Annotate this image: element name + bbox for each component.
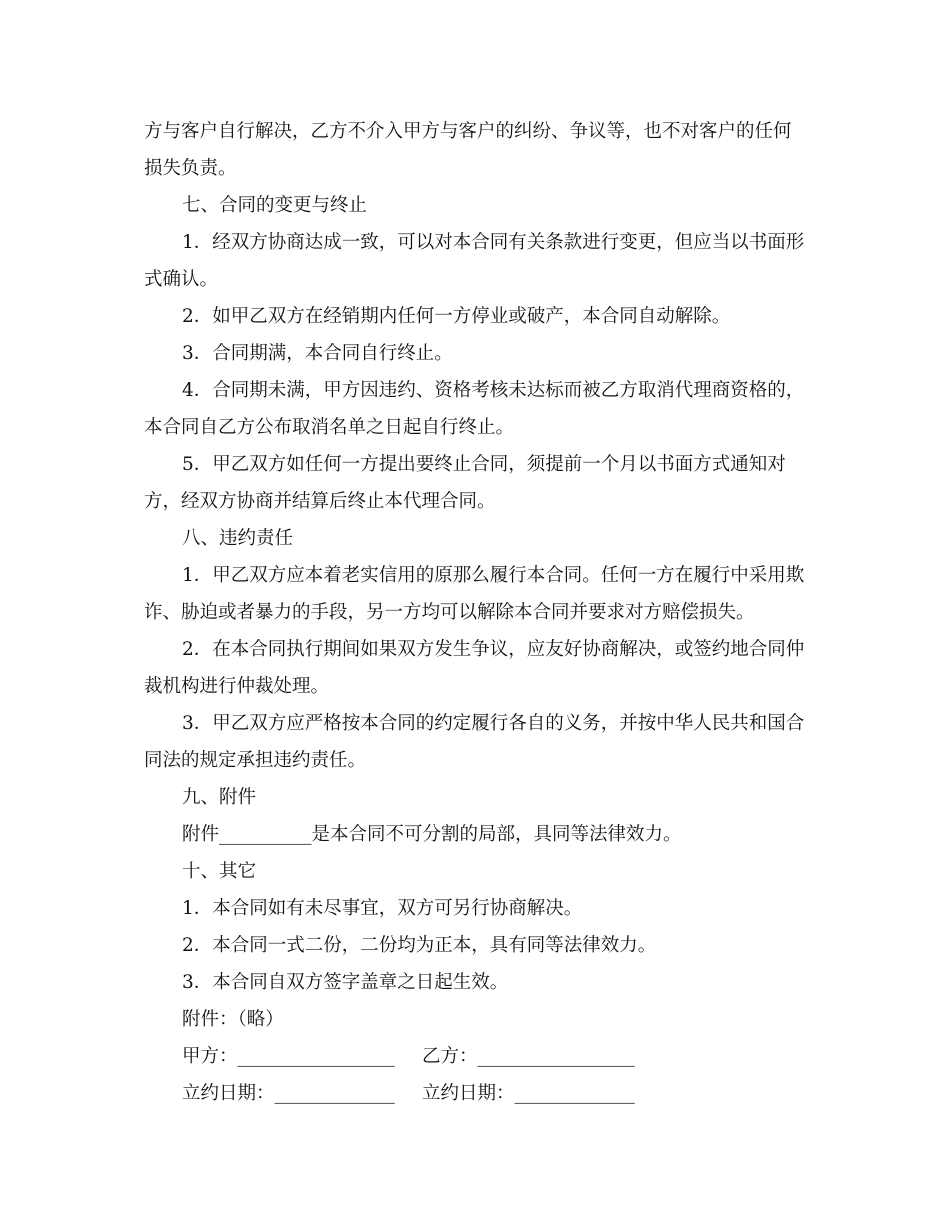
text-line: 2．本合同一式二份，二份均为正本，具有同等法律效力。 bbox=[182, 935, 657, 956]
text-line: 3．甲乙双方应严格按本合同的约定履行各自的义务，并按中华人民共和国合 bbox=[182, 713, 805, 734]
text-line: 诈、胁迫或者暴力的手段，另一方均可以解除本合同并要求对方赔偿损失。 bbox=[144, 602, 755, 623]
text-line: 十、其它 bbox=[182, 861, 257, 882]
text-line: 式确认。 bbox=[144, 269, 219, 290]
text-line: 同法的规定承担违约责任。 bbox=[144, 750, 367, 771]
text-line: 损失负责。 bbox=[144, 158, 237, 179]
text-line: 附件__________是本合同不可分割的局部，具同等法律效力。 bbox=[182, 824, 682, 845]
text-line: 1．甲乙双方应本着老实信用的原那么履行本合同。任何一方在履行中采用欺 bbox=[182, 565, 805, 586]
text-line: 方与客户自行解决，乙方不介入甲方与客户的纠纷、争议等，也不对客户的任何 bbox=[144, 121, 792, 142]
party-b-date: 立约日期：_____________ bbox=[422, 1083, 635, 1104]
text-line: 1．经双方协商达成一致，可以对本合同有关条款进行变更，但应当以书面形 bbox=[182, 232, 805, 253]
contract-body bbox=[144, 113, 814, 1112]
text-line: 5．甲乙双方如任何一方提出要终止合同，须提前一个月以书面方式通知对 bbox=[182, 454, 786, 475]
party-b-signature: 乙方：_________________ bbox=[422, 1046, 635, 1067]
text-line: 3．本合同自双方签字盖章之日起生效。 bbox=[182, 972, 509, 993]
text-line: 附件：（略） bbox=[182, 1009, 284, 1030]
text-line: 2．如甲乙双方在经销期内任何一方停业或破产，本合同自动解除。 bbox=[182, 306, 731, 327]
signature-party-row bbox=[144, 1038, 814, 1075]
text-line: 九、附件 bbox=[182, 787, 257, 808]
text-line: 本合同自乙方公布取消名单之日起自行终止。 bbox=[144, 417, 515, 438]
contract-text bbox=[144, 113, 814, 1038]
party-a-date: 立约日期：_____________ bbox=[182, 1083, 395, 1104]
party-a-signature: 甲方：_________________ bbox=[182, 1046, 395, 1067]
text-line: 方，经双方协商并结算后终止本代理合同。 bbox=[144, 491, 496, 512]
text-line: 七、合同的变更与终止 bbox=[182, 195, 368, 216]
text-line: 2．在本合同执行期间如果双方发生争议，应友好协商解决，或签约地合同仲 bbox=[182, 639, 805, 660]
text-line: 八、违约责任 bbox=[182, 528, 294, 549]
text-line: 1．本合同如有未尽事宜，双方可另行协商解决。 bbox=[182, 898, 583, 919]
text-line: 3．合同期满，本合同自行终止。 bbox=[182, 343, 453, 364]
text-line: 4．合同期未满，甲方因违约、资格考核未达标而被乙方取消代理商资格的， bbox=[182, 380, 805, 401]
text-line: 裁机构进行仲裁处理。 bbox=[144, 676, 330, 697]
signature-date-row bbox=[144, 1075, 814, 1112]
